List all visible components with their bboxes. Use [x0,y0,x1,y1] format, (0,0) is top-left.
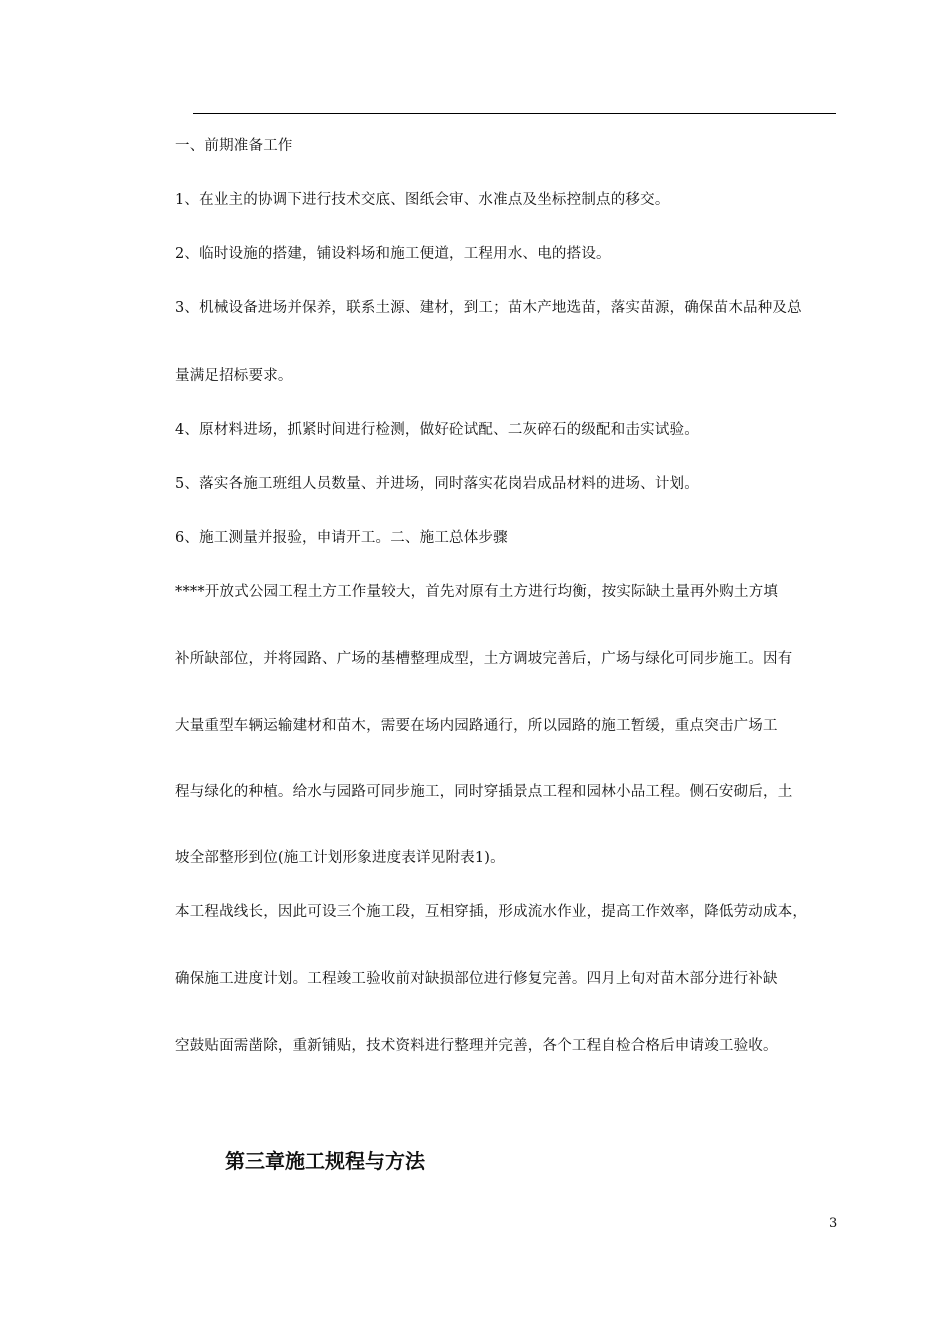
list-item-4: 4、原材料进场，抓紧时间进行检测，做好砼试配、二灰碎石的级配和击实试验。 [175,422,699,438]
list-item-3-continued: 量满足招标要求。 [175,368,293,384]
list-item-1: 1、在业主的协调下进行技术交底、图纸会审、水准点及坐标控制点的移交。 [175,192,670,208]
paragraph-1-line-2: 补所缺部位，并将园路、广场的基槽整理成型，土方调坡完善后，广场与绿化可同步施工。因有 [175,651,793,667]
paragraph-2-line-2: 确保施工进度计划。工程竣工验收前对缺损部位进行修复完善。四月上旬对苗木部分进行补缺 [175,971,778,987]
list-item-2: 2、临时设施的搭建，铺设料场和施工便道，工程用水、电的搭设。 [175,246,611,262]
list-item-6: 6、施工测量并报验，申请开工。二、施工总体步骤 [175,530,508,546]
paragraph-1-line-1: ****开放式公园工程土方工作量较大，首先对原有土方进行均衡，按实际缺土量再外购土方填 [175,584,779,600]
paragraph-1-line-3: 大量重型车辆运输建材和苗木，需要在场内园路通行，所以园路的施工暂缓，重点突击广场工 [175,718,778,734]
page-number: 3 [829,1216,838,1231]
chapter-title: 第三章施工规程与方法 [225,1149,425,1173]
paragraph-2-line-3: 空鼓贴面需凿除，重新铺贴，技术资料进行整理并完善，各个工程自检合格后申请竣工验收。 [175,1038,778,1054]
list-item-3: 3、机械设备进场并保养，联系土源、建材，到工；苗木产地选苗，落实苗源，确保苗木品种及总 [175,300,802,316]
section-heading: 一、前期准备工作 [175,138,293,154]
paragraph-1-line-5: 坡全部整形到位(施工计划形象进度表详见附表1)。 [175,850,505,866]
header-rule [193,113,836,114]
paragraph-2-line-1: 本工程战线长，因此可设三个施工段，互相穿插，形成流水作业，提高工作效率，降低劳动成本， [175,904,808,920]
paragraph-1-line-4: 程与绿化的种植。给水与园路可同步施工，同时穿插景点工程和园林小品工程。侧石安砌后，土 [175,784,793,800]
list-item-5: 5、落实各施工班组人员数量、并进场，同时落实花岗岩成品材料的进场、计划。 [175,476,699,492]
